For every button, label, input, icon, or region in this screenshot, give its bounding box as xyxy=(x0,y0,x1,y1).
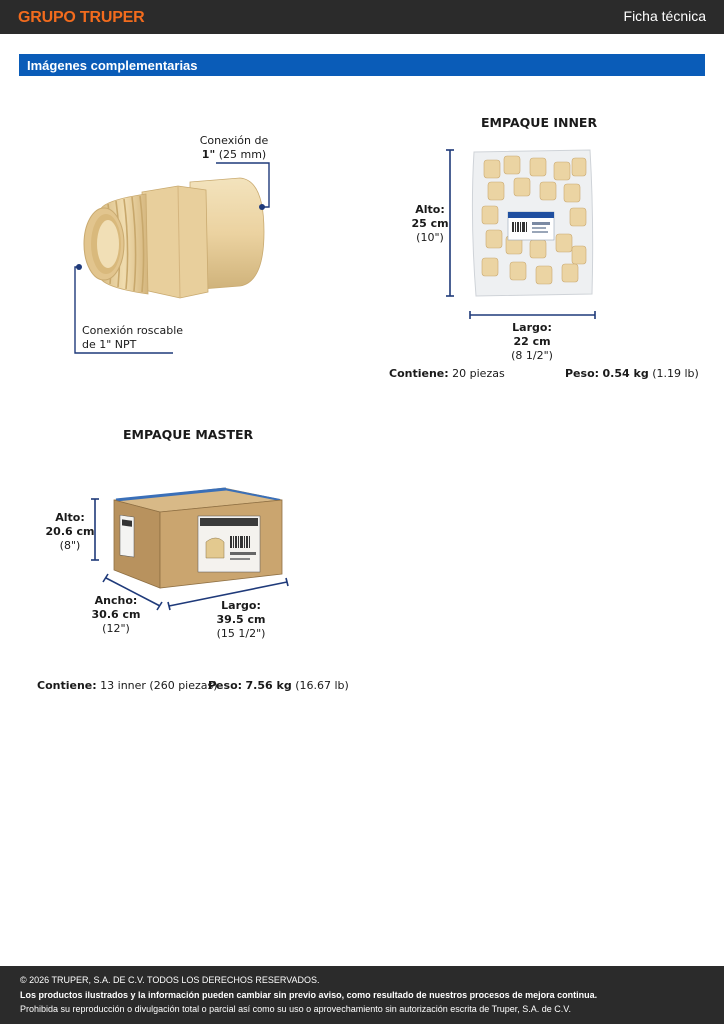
thread-connection-line2: de 1" NPT xyxy=(82,338,137,351)
master-contents xyxy=(37,679,218,693)
top-connection-line1: Conexión de xyxy=(199,134,269,147)
page-footer xyxy=(0,966,724,1024)
inner-largo-value: 22 cm xyxy=(513,335,551,348)
master-package-title: EMPAQUE MASTER xyxy=(123,427,254,442)
inner-contents-value: 20 piezas xyxy=(452,367,505,380)
inner-alto-value: 25 cm xyxy=(411,217,449,230)
inner-contents-caption: Contiene: xyxy=(389,367,449,380)
inner-alto-imperial: (10") xyxy=(416,231,444,244)
master-weight-value: 7.56 kg xyxy=(245,679,292,692)
inner-package-title: EMPAQUE INNER xyxy=(481,115,598,130)
master-alto-value: 20.6 cm xyxy=(45,525,95,538)
master-weight-caption: Peso: xyxy=(208,679,243,692)
top-connection-size: 1" xyxy=(201,148,216,161)
master-alto-imperial: (8") xyxy=(59,539,81,552)
inner-largo-imperial: (8 1/2") xyxy=(511,349,553,362)
master-ancho-value: 30.6 cm xyxy=(91,608,141,621)
top-connection-metric: (25 mm) xyxy=(218,148,267,161)
master-largo-imperial: (15 1/2") xyxy=(216,627,266,640)
inner-alto-caption: Alto: xyxy=(415,203,445,216)
thread-connection-line1: Conexión roscable xyxy=(82,324,184,337)
truper-logo: GRUPO TRUPER xyxy=(18,9,145,26)
master-contents-caption: Contiene: xyxy=(37,679,97,692)
footer-notice: Los productos ilustrados y la información pueden cambiar sin previo aviso, como resultado de nuestros procesos de mejora continua. xyxy=(20,990,598,1000)
document-type-label: Ficha técnica xyxy=(623,8,706,24)
inner-weight-value: 0.54 kg xyxy=(602,367,649,380)
master-weight xyxy=(208,679,349,693)
master-contents-value: 13 inner (260 piezas) xyxy=(100,679,218,692)
master-largo-value: 39.5 cm xyxy=(216,613,266,626)
footer-copyright: © 2026 TRUPER, S.A. DE C.V. TODOS LOS DERECHOS RESERVADOS. xyxy=(20,975,320,985)
master-ancho-label xyxy=(86,594,146,636)
inner-weight-imperial: (1.19 lb) xyxy=(652,367,699,380)
master-weight-imperial: (16.67 lb) xyxy=(295,679,349,692)
inner-largo-caption: Largo: xyxy=(512,321,552,334)
master-alto-caption: Alto: xyxy=(55,511,85,524)
master-alto-label xyxy=(44,511,96,553)
inner-weight-caption: Peso: xyxy=(565,367,600,380)
master-ancho-caption: Ancho: xyxy=(94,594,138,607)
footer-prohibition: Prohibida su reproducción o divulgación total o parcial así como su uso o aprovechamiento sin autorización escrita de Truper, S.A. de C.V. xyxy=(20,1004,571,1014)
master-ancho-imperial: (12") xyxy=(102,622,130,635)
master-largo-caption: Largo: xyxy=(221,599,261,612)
master-largo-label xyxy=(210,599,272,641)
section-title: Imágenes complementarias xyxy=(27,58,198,73)
